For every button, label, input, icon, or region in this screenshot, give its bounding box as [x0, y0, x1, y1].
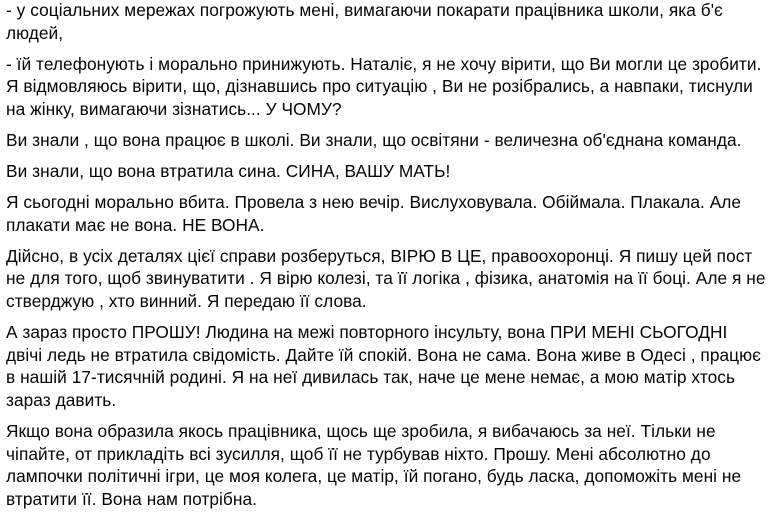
paragraph	[6, 191, 778, 236]
text-line: втратити її. Вона нам потрібна.	[6, 488, 257, 509]
text-line: плакати має не вона. НЕ ВОНА.	[6, 214, 265, 235]
text-line: А зараз просто ПРОШУ! Людина на межі повторного інсульту, вона ПРИ МЕНІ СЬОГОДНІ	[6, 322, 728, 343]
text-line: Я відмовляюсь вірити, що, дізнавшись про ситуацію , Ви не розібрались, а навпаки, тиснули	[6, 76, 753, 97]
text-line: людей,	[6, 22, 64, 43]
text-line: - їй телефонують і морально принижують. Наталіє, я не хочу вірити, що Ви могли це зробити.	[6, 53, 762, 74]
text-line: - у соціальних мережах погрожують мені, вимагаючи покарати працівника школи, яка б'є	[6, 0, 723, 20]
text-line: в нашій 17-тисячній родині. Я на неї дивилась так, наче це мене немає, а мою матір хтось	[6, 367, 736, 388]
paragraph	[6, 53, 778, 121]
text-line: чіпайте, от прикладіть всі зусилля, щоб її не турбував ніхто. Прошу. Мені абсолютно до	[6, 443, 711, 464]
text-line: зараз давить.	[6, 389, 117, 410]
text-line: Я сьогодні морально вбита. Провела з нею вечір. Вислуховувала. Обіймала. Плакала. Але	[6, 192, 742, 213]
text-line: Ви знали , що вона працює в школі. Ви знали, що освітяни - величезна об'єднана команда.	[6, 129, 742, 150]
paragraph	[6, 245, 778, 313]
text-line: стверджую , хто винний. Я передаю її слова.	[6, 291, 367, 312]
paragraph	[6, 129, 778, 152]
text-line: на жінку, вимагаючи зізнатись... У ЧОМУ?	[6, 98, 342, 119]
text-line: двічі ледь не втратила свідомість. Дайте їй спокій. Вона не сама. Вона живе в Одесі , працює	[6, 344, 761, 365]
text-line: лампочки політичні ігри, це моя колега, це матір, їй погано, будь ласка, допоможіть мені не	[6, 466, 742, 487]
paragraph	[6, 321, 778, 411]
paragraph	[6, 420, 778, 510]
paragraph	[6, 160, 778, 183]
text-line: Якщо вона образила якось працівника, щось ще зробила, я вибачаюсь за неї. Тільки не	[6, 421, 716, 441]
paragraph	[6, 0, 778, 44]
text-line: не для того, щоб звинуватити . Я вірю колезі, та її логіка , фізика, анатомія на її боці. Але я не	[6, 268, 766, 289]
post-text	[6, 0, 778, 519]
text-line: Дійсно, в усіх деталях цієї справи розберуться, ВІРЮ В ЦЕ, правоохоронці. Я пишу цей пост	[6, 245, 753, 266]
text-line: Ви знали, що вона втратила сина. СИНА, ВАШУ МАТЬ!	[6, 161, 451, 182]
